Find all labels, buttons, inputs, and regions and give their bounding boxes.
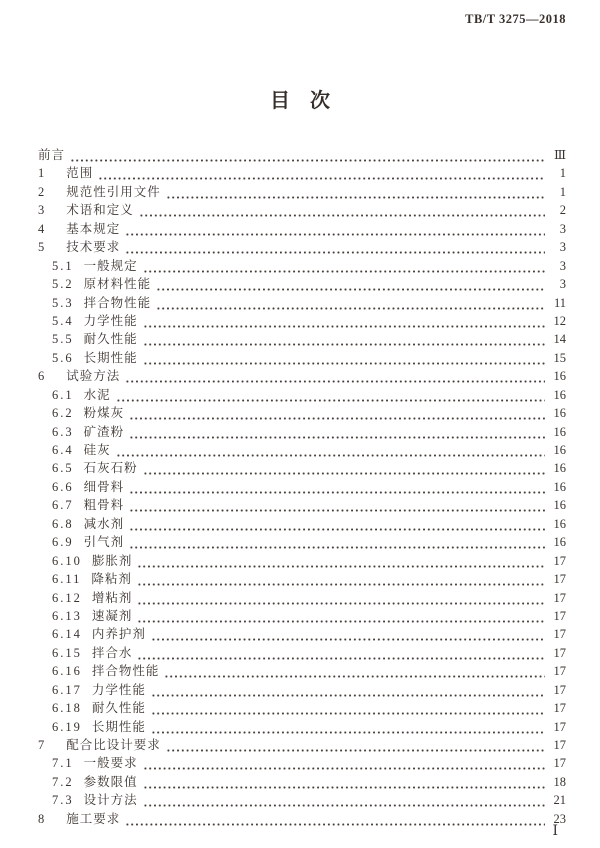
toc-entry-number: 6.11 xyxy=(52,572,82,587)
toc-dot-leader xyxy=(139,201,545,219)
toc-entry-page: 12 xyxy=(553,313,566,328)
toc-entry-page: 17 xyxy=(553,627,566,642)
toc-dot-leader xyxy=(129,533,545,551)
toc-entry-page: 21 xyxy=(553,793,566,808)
toc-dot-leader xyxy=(151,681,545,699)
toc-dot-leader xyxy=(151,718,545,736)
toc-dot-leader xyxy=(129,496,545,514)
toc-entry-page: 1 xyxy=(559,184,566,199)
toc-entry-label: 技术要求 xyxy=(66,240,121,255)
toc-entry xyxy=(38,275,566,293)
toc-entry-number: 6.16 xyxy=(52,664,82,679)
toc-entry xyxy=(38,515,566,533)
toc-entry-page: 16 xyxy=(553,443,566,457)
toc-entry-number: 6.6 xyxy=(52,479,74,494)
toc-entry-page: 16 xyxy=(553,498,566,513)
toc-entry-page: 16 xyxy=(553,387,566,402)
toc-entry xyxy=(38,330,566,348)
toc-entry-label: 细骨料 xyxy=(83,479,125,494)
toc-entry xyxy=(38,644,566,662)
toc-entry-number: 5.1 xyxy=(52,258,74,273)
toc-entry xyxy=(38,736,566,754)
toc-entry-label: 设计方法 xyxy=(83,793,138,808)
toc-dot-leader xyxy=(151,625,545,643)
toc-entry xyxy=(38,201,566,219)
toc-entry-number: 6.5 xyxy=(52,461,74,476)
toc-entry-label: 一般规定 xyxy=(83,258,138,273)
toc-entry-number: 6.8 xyxy=(52,516,74,531)
toc-entry-page: 16 xyxy=(553,516,566,531)
toc-entry xyxy=(38,238,566,256)
toc-entry-page: 16 xyxy=(553,406,566,421)
toc-entry-page: 11 xyxy=(553,295,566,310)
toc-entry-page: 17 xyxy=(553,590,566,605)
toc-entry xyxy=(38,367,566,385)
toc-entry-page: 14 xyxy=(553,332,566,347)
toc-entry-label: 引气剂 xyxy=(83,535,125,550)
toc-entry xyxy=(38,718,566,736)
toc-entry-number: 5.6 xyxy=(52,350,74,365)
toc-entry-number: 2 xyxy=(38,184,47,199)
toc-entry xyxy=(38,589,566,607)
toc-dot-leader xyxy=(137,644,545,662)
toc-entry-page: 17 xyxy=(553,553,566,568)
toc-entry-page: 17 xyxy=(553,738,566,752)
toc-entry-page: 16 xyxy=(553,535,566,550)
toc-entry-label: 试验方法 xyxy=(66,369,121,384)
toc-entry-page: 3 xyxy=(559,240,566,255)
toc-entry-label: 拌合物性能 xyxy=(91,664,160,679)
toc-list xyxy=(38,146,566,828)
toc-dot-leader xyxy=(137,552,545,570)
toc-entry-number: 6.17 xyxy=(52,682,82,697)
toc-entry-number: 7.3 xyxy=(52,793,74,808)
toc-entry-number: 3 xyxy=(38,203,47,218)
toc-dot-leader xyxy=(143,257,545,275)
toc-dot-leader xyxy=(125,367,545,385)
toc-entry-number: 5 xyxy=(38,240,47,255)
toc-entry xyxy=(38,754,566,772)
toc-entry-number: 5.3 xyxy=(52,295,74,310)
toc-entry-number: 5.2 xyxy=(52,277,74,292)
toc-entry-number: 4 xyxy=(38,221,47,236)
toc-entry-label: 硅灰 xyxy=(83,443,111,457)
toc-entry-number: 6.4 xyxy=(52,443,74,457)
toc-dot-leader xyxy=(125,810,545,828)
toc-dot-leader xyxy=(143,791,545,809)
toc-entry-label: 膨胀剂 xyxy=(91,553,133,568)
toc-entry-label: 内养护剂 xyxy=(91,627,146,642)
toc-dot-leader xyxy=(137,589,545,607)
toc-entry-label: 减水剂 xyxy=(83,516,125,531)
toc-entry xyxy=(38,810,566,828)
toc-entry-number: 6.19 xyxy=(52,719,82,734)
toc-entry-label: 矿渣粉 xyxy=(83,424,125,439)
toc-entry-label: 耐久性能 xyxy=(91,701,146,716)
toc-entry xyxy=(38,459,566,477)
toc-entry-page: 23 xyxy=(553,811,566,826)
toc-entry xyxy=(38,146,566,164)
toc-entry xyxy=(38,607,566,625)
toc-dot-leader xyxy=(151,699,545,717)
toc-entry-label: 拌合物性能 xyxy=(83,295,152,310)
toc-entry-page: 18 xyxy=(553,774,566,789)
toc-entry-label: 增粘剂 xyxy=(91,590,133,605)
toc-dot-leader xyxy=(129,404,545,422)
toc-entry-page: 16 xyxy=(553,424,566,439)
toc-entry xyxy=(38,220,566,238)
toc-entry-label: 原材料性能 xyxy=(83,277,152,292)
toc-entry-page: 17 xyxy=(553,682,566,697)
toc-entry-label: 范围 xyxy=(66,166,94,181)
toc-entry xyxy=(38,496,566,514)
toc-entry-number: 6.3 xyxy=(52,424,74,439)
toc-entry xyxy=(38,552,566,570)
toc-dot-leader xyxy=(166,736,545,754)
toc-dot-leader xyxy=(143,459,545,477)
toc-entry-label: 耐久性能 xyxy=(83,332,138,347)
toc-entry-number: 5.5 xyxy=(52,332,74,347)
toc-entry-number: 7 xyxy=(38,738,47,752)
toc-entry-page: 17 xyxy=(553,756,566,771)
toc-dot-leader xyxy=(143,754,545,772)
toc-entry-number: 6.15 xyxy=(52,645,82,660)
toc-entry xyxy=(38,699,566,717)
toc-dot-leader xyxy=(137,607,545,625)
toc-entry-label: 降粘剂 xyxy=(91,572,132,587)
toc-entry-page: 16 xyxy=(553,369,566,384)
toc-entry xyxy=(38,533,566,551)
toc-entry-page: 3 xyxy=(559,258,566,273)
toc-entry-page: 17 xyxy=(553,645,566,660)
toc-entry-number: 6.9 xyxy=(52,535,74,550)
toc-entry xyxy=(38,404,566,422)
toc-entry-label: 基本规定 xyxy=(66,221,121,236)
toc-entry-page: 3 xyxy=(559,221,566,236)
standard-code: TB/T 3275—2018 xyxy=(465,12,566,26)
toc-entry-page: 1 xyxy=(559,166,566,181)
toc-entry-number: 8 xyxy=(38,811,47,826)
toc-entry xyxy=(38,773,566,791)
toc-entry-page: 17 xyxy=(553,701,566,716)
toc-entry-number: 6.2 xyxy=(52,406,74,421)
toc-dot-leader xyxy=(116,441,545,459)
toc-entry xyxy=(38,625,566,643)
toc-entry-page: 17 xyxy=(553,572,566,587)
toc-dot-leader xyxy=(129,515,545,533)
toc-entry-label: 石灰石粉 xyxy=(83,461,138,476)
toc-entry-number: 6.13 xyxy=(52,608,82,623)
toc-entry-page: 17 xyxy=(553,608,566,623)
toc-entry-page: 17 xyxy=(553,719,566,734)
toc-entry xyxy=(38,294,566,312)
toc-dot-leader xyxy=(156,275,545,293)
toc-entry-number: 6.18 xyxy=(52,701,82,716)
toc-entry-number: 6.10 xyxy=(52,553,82,568)
toc-dot-leader xyxy=(137,570,545,588)
toc-entry-label: 粉煤灰 xyxy=(83,406,125,421)
toc-entry xyxy=(38,257,566,275)
toc-entry-page: 16 xyxy=(553,479,566,494)
toc-entry xyxy=(38,478,566,496)
toc-entry xyxy=(38,349,566,367)
toc-dot-leader xyxy=(129,423,545,441)
toc-entry-number: 7.2 xyxy=(52,774,74,789)
toc-entry-label: 水泥 xyxy=(83,387,111,402)
toc-dot-leader xyxy=(166,183,545,201)
footer-page-number: Ⅰ xyxy=(552,824,558,839)
toc-entry-number: 6.7 xyxy=(52,498,74,513)
toc-entry-label: 术语和定义 xyxy=(66,203,134,218)
toc-dot-leader xyxy=(143,773,545,791)
toc-entry-number: 6.12 xyxy=(52,590,82,605)
toc-dot-leader xyxy=(98,164,545,182)
toc-entry-page: 15 xyxy=(553,350,566,365)
toc-entry-label: 前言 xyxy=(38,148,66,162)
toc-entry xyxy=(38,423,566,441)
toc-dot-leader xyxy=(156,294,545,312)
toc-entry-label: 粗骨料 xyxy=(83,498,125,513)
toc-entry-label: 长期性能 xyxy=(83,350,138,365)
toc-entry-label: 拌合水 xyxy=(91,645,133,660)
toc-entry xyxy=(38,386,566,404)
toc-entry-number: 1 xyxy=(38,166,47,181)
toc-entry xyxy=(38,570,566,588)
toc-entry xyxy=(38,681,566,699)
toc-entry-number: 6 xyxy=(38,369,47,384)
toc-entry-number: 6.1 xyxy=(52,387,74,402)
toc-entry-label: 力学性能 xyxy=(83,313,138,328)
toc-entry-number: 7.1 xyxy=(52,756,74,771)
toc-dot-leader xyxy=(143,349,545,367)
toc-entry-page: 3 xyxy=(559,277,566,292)
toc-entry-label: 一般要求 xyxy=(83,756,138,771)
toc-dot-leader xyxy=(164,662,545,680)
page-title: 目 次 xyxy=(270,90,330,112)
toc-dot-leader xyxy=(143,312,545,330)
toc-entry-number: 6.14 xyxy=(52,627,82,642)
toc-entry-page: 2 xyxy=(559,203,566,218)
toc-entry-label: 施工要求 xyxy=(66,811,121,826)
toc-dot-leader xyxy=(125,220,545,238)
toc-dot-leader xyxy=(125,238,545,256)
toc-entry-page: 16 xyxy=(553,461,566,476)
toc-entry-label: 规范性引用文件 xyxy=(66,184,161,199)
toc-entry xyxy=(38,662,566,680)
toc-entry-label: 力学性能 xyxy=(91,682,146,697)
toc-dot-leader xyxy=(143,330,545,348)
toc-entry-page: Ⅲ xyxy=(553,148,566,162)
toc-entry xyxy=(38,791,566,809)
toc-entry xyxy=(38,164,566,182)
toc-entry xyxy=(38,183,566,201)
toc-entry xyxy=(38,312,566,330)
toc-entry-page: 17 xyxy=(553,664,566,679)
toc-entry-label: 配合比设计要求 xyxy=(66,738,161,752)
toc-dot-leader xyxy=(129,478,545,496)
toc-entry xyxy=(38,441,566,459)
toc-entry-label: 长期性能 xyxy=(91,719,146,734)
toc-entry-label: 速凝剂 xyxy=(91,608,133,623)
toc-entry-label: 参数限值 xyxy=(83,774,138,789)
toc-entry-number: 5.4 xyxy=(52,313,74,328)
toc-dot-leader xyxy=(116,386,545,404)
toc-dot-leader xyxy=(70,146,545,164)
